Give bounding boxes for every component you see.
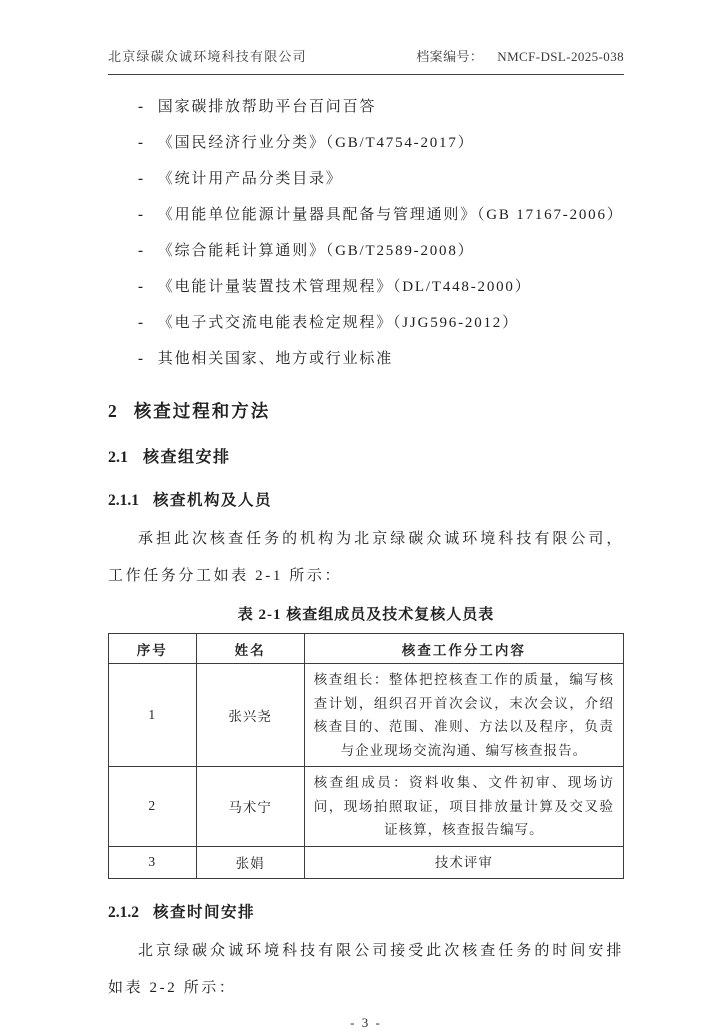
section-number: 2 xyxy=(108,401,117,421)
document-header xyxy=(108,46,624,75)
col-header-duty: 核查工作分工内容 xyxy=(304,634,623,664)
team-table xyxy=(108,633,624,879)
serial-cell: 1 xyxy=(109,664,197,767)
dash-bullet: - xyxy=(138,351,145,367)
section-title: 核查过程和方法 xyxy=(133,401,271,421)
section-title: 核查组安排 xyxy=(143,449,231,466)
duty-cell: 技术评审 xyxy=(304,846,623,879)
list-item-text: 《统计用产品分类目录》 xyxy=(157,171,343,187)
list-item-text: 《综合能耗计算通则》（GB/T2589-2008） xyxy=(157,243,475,259)
section-heading-2 xyxy=(108,398,624,423)
dash-bullet: - xyxy=(138,243,145,259)
section-title: 核查机构及人员 xyxy=(153,492,273,509)
archive-number: NMCF-DSL-2025-038 xyxy=(497,49,624,64)
name-cell: 张兴尧 xyxy=(196,664,304,767)
list-item xyxy=(108,133,624,169)
page-number: - 3 - xyxy=(350,1015,382,1030)
duty-cell: 核查组成员：资料收集、文件初审、现场访问，现场拍照取证，项目排放量计算及交叉验证核算，核查报告编写。 xyxy=(304,767,623,847)
section-title: 核查时间安排 xyxy=(153,904,256,921)
archive-label: 档案编号： xyxy=(416,49,484,64)
dash-bullet: - xyxy=(138,99,145,115)
list-item-text: 《用能单位能源计量器具配备与管理通则》（GB 17167-2006） xyxy=(157,207,624,223)
list-item-text: 其他相关国家、地方或行业标准 xyxy=(157,351,393,367)
dash-bullet: - xyxy=(138,279,145,295)
table-row xyxy=(109,664,624,767)
company-name: 北京绿碳众诚环境科技有限公司 xyxy=(108,49,307,64)
list-item xyxy=(108,241,624,277)
list-item-text: 国家碳排放帮助平台百问百答 xyxy=(157,99,377,115)
serial-cell: 2 xyxy=(109,767,197,847)
section-number: 2.1.2 xyxy=(108,904,139,921)
dash-bullet: - xyxy=(138,315,145,331)
dash-bullet: - xyxy=(138,171,145,187)
list-item xyxy=(108,277,624,313)
duty-cell: 核查组长：整体把控核查工作的质量，编写核查计划，组织召开首次会议，末次会议，介绍核查目的、范围、准则、方法以及程序，负责与企业现场交流沟通、编写核查报告。 xyxy=(304,664,623,767)
list-item-text: 《电能计量装置技术管理规程》（DL/T448-2000） xyxy=(157,279,532,295)
table-row xyxy=(109,846,624,879)
list-item xyxy=(108,349,624,385)
dash-bullet: - xyxy=(138,207,145,223)
list-item xyxy=(108,205,624,241)
section-number: 2.1.1 xyxy=(108,492,139,509)
list-item-text: 《电子式交流电能表检定规程》（JJG596-2012） xyxy=(157,315,519,331)
list-item-text: 《国民经济行业分类》（GB/T4754-2017） xyxy=(157,135,475,151)
table-caption: 表 2-1 核查组成员及技术复核人员表 xyxy=(237,607,495,623)
time-intro-paragraph: 北京绿碳众诚环境科技有限公司接受此次核查任务的时间安排如表 2-2 所示： xyxy=(108,943,624,996)
section-heading-2-1-2 xyxy=(108,900,624,922)
section-heading-2-1 xyxy=(108,444,624,467)
name-cell: 张娟 xyxy=(196,846,304,879)
team-intro-paragraph: 承担此次核查任务的机构为北京绿碳众诚环境科技有限公司，工作任务分工如表 2-1 所示： xyxy=(108,531,624,584)
list-item xyxy=(108,313,624,349)
table-header-row xyxy=(109,634,624,664)
list-item xyxy=(108,97,624,133)
table-row xyxy=(109,767,624,847)
name-cell: 马术宁 xyxy=(196,767,304,847)
col-header-name: 姓名 xyxy=(196,634,304,664)
archive-number-group xyxy=(416,46,624,65)
reference-list xyxy=(108,97,624,385)
section-number: 2.1 xyxy=(108,449,128,466)
serial-cell: 3 xyxy=(109,846,197,879)
dash-bullet: - xyxy=(138,135,145,151)
section-heading-2-1-1 xyxy=(108,488,624,510)
col-header-serial: 序号 xyxy=(109,634,197,664)
list-item xyxy=(108,169,624,205)
